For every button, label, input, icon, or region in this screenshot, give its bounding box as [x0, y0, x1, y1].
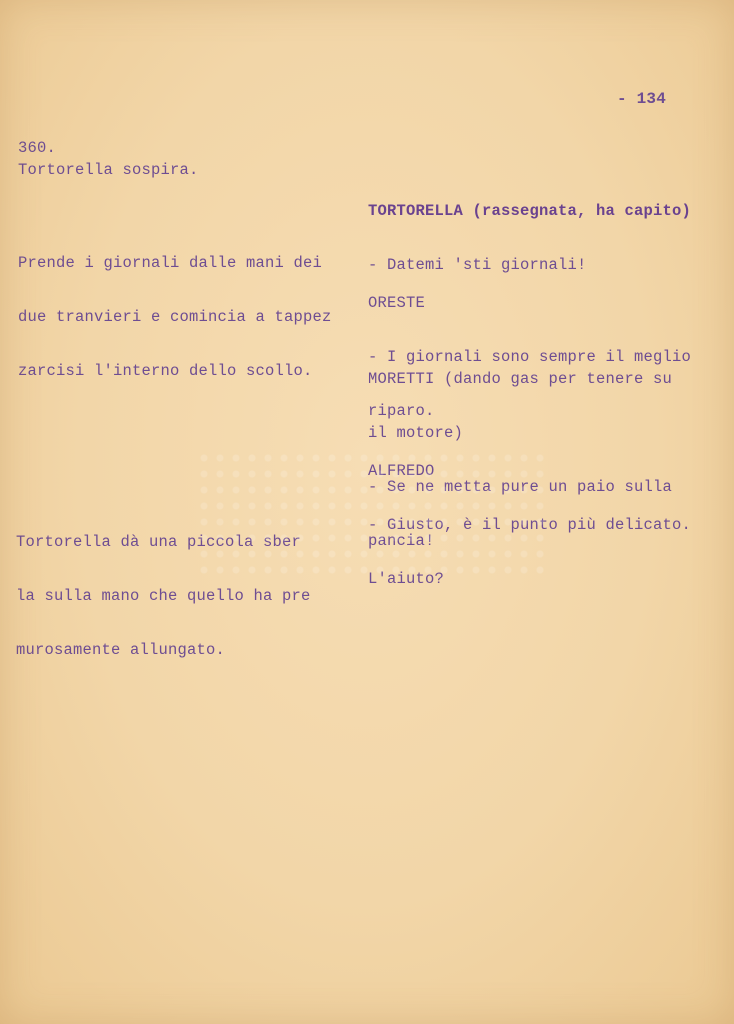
action-line: Tortorella dà una piccola sber	[16, 533, 302, 551]
dialogue-line: - Datemi 'sti giornali!	[368, 256, 587, 274]
dialogue-line: - Se ne metta pure un paio sulla	[368, 478, 673, 496]
action-line: murosamente allungato.	[16, 641, 226, 659]
character-cue-tortorella: TORTORELLA (rassegnata, ha capito)	[368, 202, 692, 220]
action-line: la sulla mano che quello ha pre	[16, 587, 311, 605]
page-number: - 134	[617, 90, 667, 108]
dialogue-line: riparo.	[368, 402, 435, 420]
character-cue-moretti-cont: il motore)	[368, 424, 464, 442]
character-cue-alfredo: ALFREDO	[368, 462, 435, 480]
character-cue-moretti: MORETTI (dando gas per tenere su	[368, 370, 673, 388]
action-giornali-block	[18, 218, 332, 416]
action-line: Prende i giornali dalle mani dei	[18, 254, 323, 272]
action-line: due tranvieri e comincia a tappez	[18, 308, 332, 326]
action-sospira: Tortorella sospira.	[18, 161, 199, 179]
scene-number: 360.	[18, 139, 57, 157]
dialogue-line: pancia!	[368, 532, 435, 550]
character-cue-oreste: ORESTE	[368, 294, 426, 312]
action-sberla-block	[16, 497, 311, 695]
action-line: zarcisi l'interno dello scollo.	[18, 362, 313, 380]
dialogue-alfredo	[368, 426, 691, 624]
dialogue-line: - I giornali sono sempre il meglio	[368, 348, 692, 366]
dialogue-line: L'aiuto?	[368, 570, 445, 588]
dialogue-line: - Giusto, è il punto più delicato.	[368, 516, 692, 534]
